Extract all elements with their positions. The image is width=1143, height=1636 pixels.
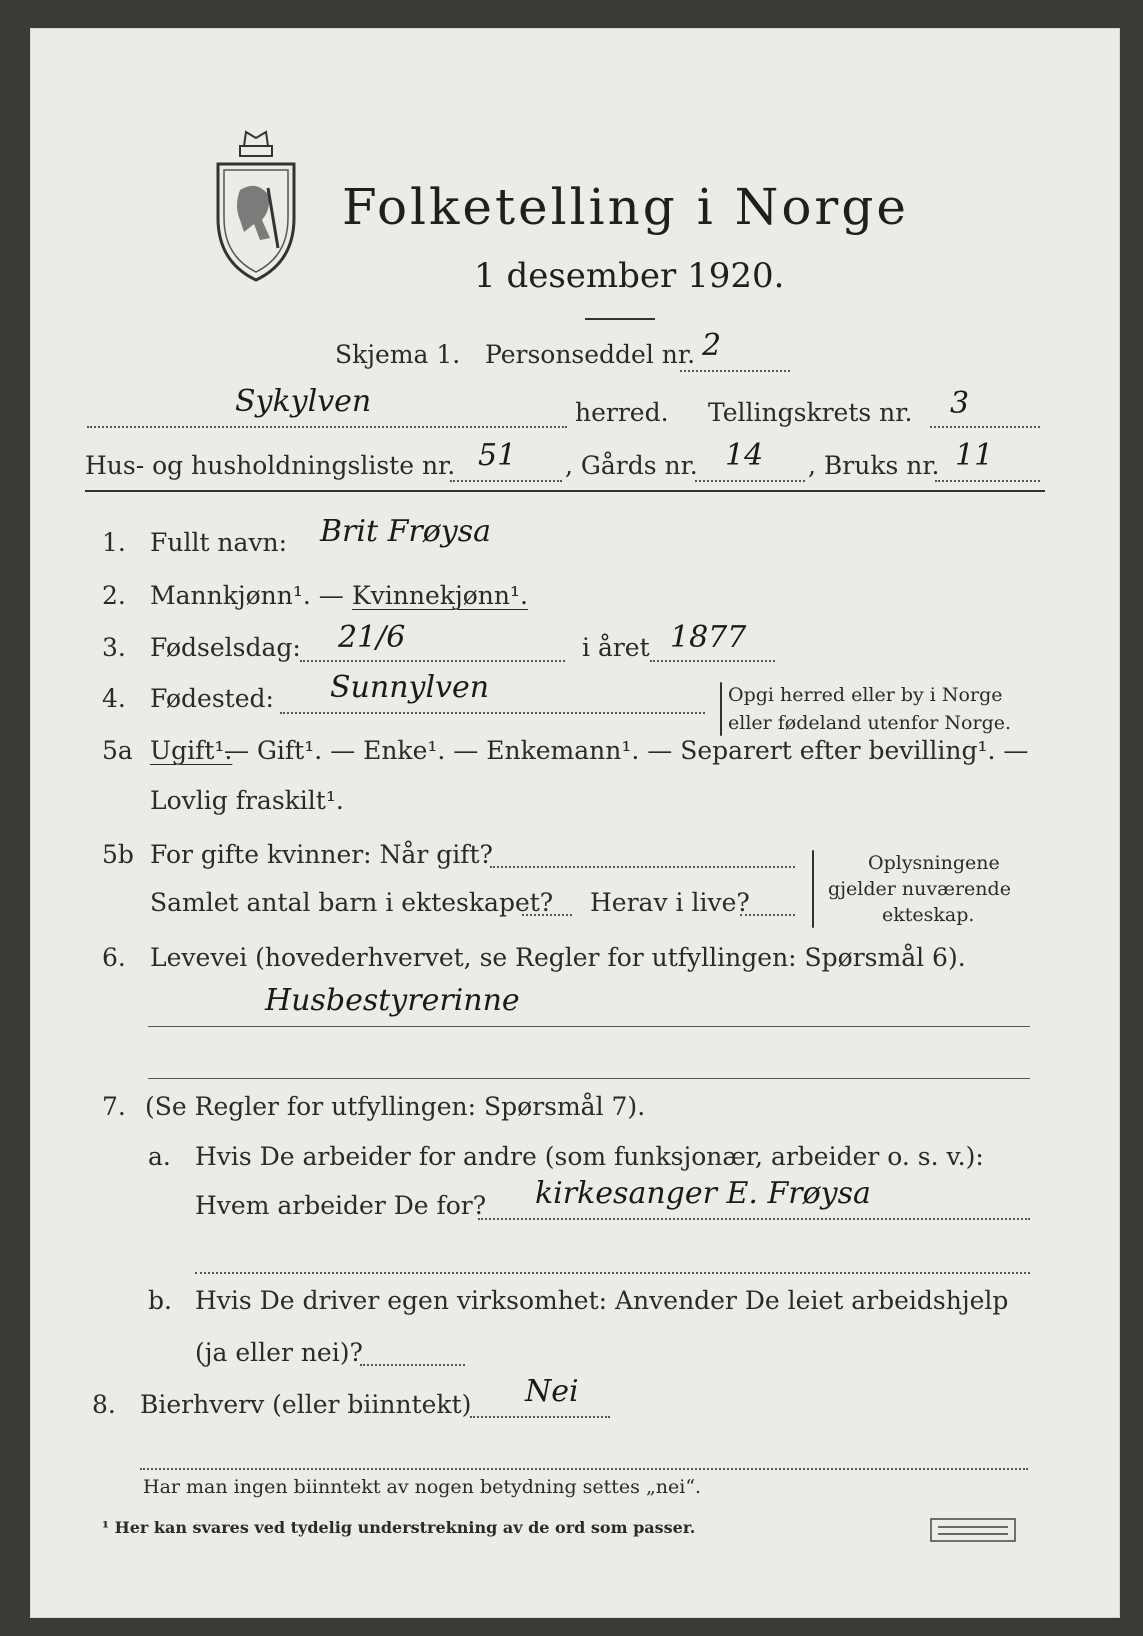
q3-year-value[interactable]: 1877 bbox=[670, 620, 747, 655]
q3-birthday-value[interactable]: 21/6 bbox=[338, 620, 406, 655]
q7a-employer-line bbox=[478, 1218, 1030, 1220]
q3-number: 3. bbox=[102, 633, 126, 662]
q4-birthplace-line bbox=[280, 712, 705, 714]
q2-number: 2. bbox=[102, 581, 126, 610]
q5b-brace bbox=[812, 850, 814, 928]
husliste-value[interactable]: 51 bbox=[478, 438, 517, 473]
herred-line bbox=[87, 426, 567, 428]
skjema-label: Skjema 1. bbox=[335, 340, 461, 369]
q4-birthplace-value[interactable]: Sunnylven bbox=[330, 670, 490, 705]
q5a-other-options[interactable]: — Gift¹. — Enke¹. — Enkemann¹. — Separert efter bevilling¹. — bbox=[224, 736, 1029, 765]
bruks-value[interactable]: 11 bbox=[955, 438, 994, 473]
personseddel-label: Personseddel nr. bbox=[485, 340, 696, 369]
husliste-line bbox=[450, 480, 562, 482]
census-form-page bbox=[30, 28, 1120, 1618]
footnote: ¹ Her kan svares ved tydelig understrekning av de ord som passer. bbox=[102, 1518, 696, 1537]
gards-label: , Gårds nr. bbox=[565, 451, 698, 480]
tellingskrets-line bbox=[930, 426, 1040, 428]
q2-male-option[interactable]: Mannkjønn¹. — bbox=[150, 581, 344, 610]
q4-brace bbox=[720, 682, 722, 736]
q5b-married-when-line[interactable] bbox=[490, 866, 795, 868]
q2-female-option[interactable]: Kvinnekjønn¹. bbox=[352, 581, 528, 610]
header-divider bbox=[85, 490, 1045, 492]
form-title: Folketelling i Norge bbox=[342, 178, 909, 236]
q6-label: Levevei (hovederhvervet, se Regler for utfyllingen: Spørsmål 6). bbox=[150, 943, 966, 972]
q5b-married-when-label: For gifte kvinner: Når gift? bbox=[150, 840, 493, 869]
gards-line bbox=[695, 480, 805, 482]
q8-answer-value[interactable]: Nei bbox=[525, 1374, 579, 1409]
q3-year-line bbox=[650, 660, 775, 662]
q5b-children-label: Samlet antal barn i ekteskapet? bbox=[150, 888, 554, 917]
q7a-question: Hvem arbeider De for? bbox=[195, 1191, 487, 1220]
q1-number: 1. bbox=[102, 528, 126, 557]
q8-extra-line bbox=[140, 1468, 1028, 1470]
q7a-extra-line bbox=[195, 1272, 1030, 1274]
q7-label: (Se Regler for utfyllingen: Spørsmål 7). bbox=[145, 1092, 646, 1121]
q6-line2 bbox=[148, 1078, 1030, 1079]
title-divider bbox=[585, 318, 655, 320]
q5b-alive-line[interactable] bbox=[740, 914, 795, 916]
q7a-employer-value[interactable]: kirkesanger E. Frøysa bbox=[535, 1176, 871, 1211]
q7-number: 7. bbox=[102, 1092, 126, 1121]
herred-value[interactable]: Sykylven bbox=[235, 384, 372, 419]
q3-year-label: i året bbox=[582, 633, 650, 662]
q5b-note-line3: ekteskap. bbox=[882, 904, 975, 926]
q7a-letter: a. bbox=[148, 1142, 171, 1171]
q8-number: 8. bbox=[92, 1390, 116, 1419]
tellingskrets-label: Tellingskrets nr. bbox=[708, 398, 913, 427]
q5b-note-line2: gjelder nuværende bbox=[828, 878, 1011, 900]
q6-number: 6. bbox=[102, 943, 126, 972]
q1-label: Fullt navn: bbox=[150, 528, 288, 557]
q7b-text: Hvis De driver egen virksomhet: Anvender De leiet arbeidshjelp bbox=[195, 1286, 1009, 1315]
norway-coat-of-arms-icon bbox=[210, 128, 302, 288]
q1-full-name-value[interactable]: Brit Frøysa bbox=[320, 514, 492, 549]
q4-label: Fødested: bbox=[150, 684, 274, 713]
q7b-letter: b. bbox=[148, 1286, 172, 1315]
q4-note-line1: Opgi herred eller by i Norge bbox=[728, 684, 1003, 706]
personseddel-line bbox=[680, 370, 790, 372]
q5b-number: 5b bbox=[102, 840, 134, 869]
herred-label: herred. bbox=[575, 398, 669, 427]
q4-note-line2: eller fødeland utenfor Norge. bbox=[728, 712, 1012, 734]
q7b-answer-line[interactable] bbox=[360, 1364, 465, 1366]
q5a-fraskilt-option[interactable]: Lovlig fraskilt¹. bbox=[150, 786, 344, 815]
q7b-question: (ja eller nei)? bbox=[195, 1338, 363, 1367]
gards-value[interactable]: 14 bbox=[725, 438, 764, 473]
q8-label: Bierhverv (eller biinntekt) bbox=[140, 1390, 472, 1419]
q5b-alive-label: Herav i live? bbox=[590, 888, 750, 917]
bruks-line bbox=[935, 480, 1040, 482]
q3-birthday-line bbox=[300, 660, 565, 662]
q4-number: 4. bbox=[102, 684, 126, 713]
q5a-ugift-option[interactable]: Ugift¹. bbox=[150, 736, 233, 765]
q6-line1 bbox=[148, 1026, 1030, 1027]
printer-stamp-icon bbox=[930, 1518, 1016, 1542]
bruks-label: , Bruks nr. bbox=[808, 451, 940, 480]
q5b-note-line1: Oplysningene bbox=[868, 852, 1000, 874]
personseddel-value[interactable]: 2 bbox=[702, 328, 722, 363]
tellingskrets-value[interactable]: 3 bbox=[950, 386, 970, 421]
q8-answer-line bbox=[470, 1416, 610, 1418]
q7a-text: Hvis De arbeider for andre (som funksjonær, arbeider o. s. v.): bbox=[195, 1142, 984, 1171]
q5a-number: 5a bbox=[102, 736, 133, 765]
husliste-label: Hus- og husholdningsliste nr. bbox=[85, 451, 456, 480]
q3-label: Fødselsdag: bbox=[150, 633, 301, 662]
q5b-children-line[interactable] bbox=[522, 914, 572, 916]
q6-occupation-value[interactable]: Husbestyrerinne bbox=[265, 983, 520, 1018]
census-date: 1 desember 1920. bbox=[474, 256, 785, 296]
footer-note: Har man ingen biinntekt av nogen betydning settes „nei“. bbox=[143, 1476, 702, 1498]
